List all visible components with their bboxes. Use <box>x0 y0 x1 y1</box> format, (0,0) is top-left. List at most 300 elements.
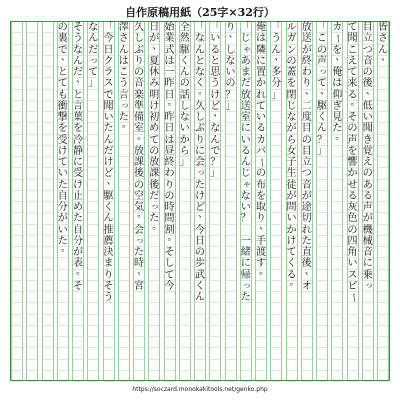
grid-char: 、 <box>304 265 315 277</box>
grid-char: は <box>256 33 266 45</box>
grid-char: 立 <box>301 157 312 168</box>
grid-cell <box>241 112 251 123</box>
grid-cell <box>58 225 68 236</box>
grid-char: 色 <box>347 213 358 225</box>
grid-cell <box>12 292 22 303</box>
grid-cell <box>378 270 388 281</box>
grid-char: が <box>301 190 312 202</box>
grid-cell <box>256 303 266 314</box>
manuscript-column <box>194 22 206 380</box>
manuscript-column <box>316 22 328 380</box>
grid-cell <box>58 135 68 146</box>
grid-char: る <box>286 269 297 281</box>
grid-cell <box>43 371 53 382</box>
grid-cell <box>348 135 358 146</box>
grid-cell <box>134 247 144 258</box>
grid-cell <box>241 315 251 326</box>
grid-char: わ <box>301 67 312 78</box>
grid-cell <box>27 202 37 213</box>
grid-cell <box>165 157 175 168</box>
grid-char: っ <box>151 201 160 212</box>
grid-char: 終 <box>164 157 175 168</box>
grid-cell <box>317 292 327 303</box>
grid-cell <box>287 213 297 224</box>
grid-char: 休 <box>149 67 160 78</box>
grid-cell <box>119 303 129 314</box>
grid-char: た <box>301 235 312 247</box>
grid-char: ど <box>210 100 221 112</box>
grid-cell <box>27 78 37 89</box>
grid-cell <box>363 315 373 326</box>
grid-cell <box>119 101 129 112</box>
grid-cell <box>241 371 251 382</box>
grid-cell <box>271 303 281 314</box>
grid-char: 一 <box>240 235 251 247</box>
grid-cell <box>241 281 251 292</box>
grid-cell <box>317 67 327 78</box>
grid-cell <box>271 236 281 247</box>
grid-cell <box>210 168 220 179</box>
grid-cell <box>241 101 251 112</box>
manuscript-column <box>72 22 84 380</box>
grid-cell <box>119 337 129 348</box>
grid-cell <box>195 101 205 112</box>
grid-char: 冷 <box>73 134 83 146</box>
grid-cell <box>348 360 358 371</box>
grid-cell <box>104 157 114 168</box>
grid-cell <box>287 56 297 67</box>
grid-char: 後 <box>149 179 160 191</box>
grid-char: た <box>73 213 83 225</box>
grid-cell <box>363 360 373 371</box>
grid-cell <box>302 326 312 337</box>
grid-char: 。 <box>350 96 361 108</box>
grid-cell <box>363 258 373 269</box>
grid-cell <box>348 168 358 179</box>
grid-cell <box>104 236 114 247</box>
grid-cell <box>165 315 175 326</box>
grid-cell <box>378 258 388 269</box>
grid-char: 子 <box>286 157 297 168</box>
grid-cell <box>43 281 53 292</box>
grid-cell <box>180 202 190 213</box>
grid-char: 皆 <box>378 22 388 33</box>
grid-cell <box>271 247 281 258</box>
grid-cell <box>73 191 83 202</box>
grid-char: な <box>195 67 205 78</box>
grid-char: 日 <box>164 89 175 101</box>
grid-cell <box>88 45 98 56</box>
grid-char: い <box>347 258 358 270</box>
grid-cell <box>378 22 388 33</box>
grid-cell <box>104 67 114 78</box>
grid-cell <box>104 326 114 337</box>
grid-cell <box>88 90 98 101</box>
grid-cell <box>241 56 251 67</box>
grid-cell <box>119 326 129 337</box>
grid-cell <box>271 112 281 123</box>
grid-cell <box>195 112 205 123</box>
grid-char: て <box>347 22 358 33</box>
grid-cell <box>149 123 159 134</box>
grid-cell <box>363 22 373 33</box>
grid-cell <box>195 225 205 236</box>
grid-cell <box>332 67 342 78</box>
grid-char: が <box>301 44 312 56</box>
grid-cell <box>43 247 53 258</box>
grid-cell <box>241 337 251 348</box>
grid-cell <box>241 270 251 281</box>
grid-char: 女 <box>286 145 297 157</box>
grid-cell <box>119 247 129 258</box>
grid-cell <box>271 213 281 224</box>
grid-char: 分 <box>73 235 83 247</box>
grid-char: が <box>149 33 160 45</box>
grid-cell <box>149 281 159 292</box>
grid-cell <box>12 202 22 213</box>
grid-cell <box>104 175 117 191</box>
grid-cell <box>12 135 22 146</box>
grid-cell <box>332 101 342 112</box>
grid-char: 準 <box>134 100 144 112</box>
grid-cell <box>27 270 37 281</box>
grid-cell <box>348 247 358 258</box>
grid-cell <box>287 168 297 179</box>
grid-char: は <box>164 55 175 67</box>
grid-cell <box>332 247 342 258</box>
grid-char: 終 <box>301 55 312 67</box>
grid-char: 。 <box>335 130 346 142</box>
grid-cell <box>195 33 205 44</box>
grid-cell <box>88 180 98 191</box>
grid-char: ま <box>103 258 114 270</box>
grid-char: 昨 <box>164 112 175 123</box>
grid-char: ？ <box>210 157 221 168</box>
grid-cell <box>317 315 327 326</box>
grid-cell <box>317 225 327 236</box>
grid-char: じ <box>240 33 251 45</box>
grid-char: し <box>179 100 190 112</box>
grid-cell <box>226 135 236 146</box>
grid-cell <box>287 360 297 371</box>
grid-cell <box>58 22 68 33</box>
grid-cell <box>378 371 388 382</box>
grid-cell <box>226 258 236 269</box>
grid-char: 布 <box>256 179 266 191</box>
grid-cell <box>332 236 342 247</box>
grid-cell <box>256 146 266 157</box>
grid-cell <box>287 90 297 101</box>
grid-cell <box>378 112 388 123</box>
grid-cell <box>27 56 37 67</box>
grid-cell <box>12 303 22 314</box>
grid-char: 俺 <box>256 22 266 33</box>
grid-cell <box>119 270 129 281</box>
grid-cell <box>271 270 281 281</box>
grid-cell <box>27 348 37 359</box>
manuscript-column <box>133 22 145 380</box>
grid-char: く <box>286 258 297 270</box>
grid-char: 澤 <box>118 22 129 33</box>
grid-char: は <box>164 134 175 146</box>
grid-char: 二 <box>301 100 312 112</box>
grid-char: し <box>195 112 205 123</box>
grid-cell <box>378 78 388 89</box>
grid-cell <box>165 348 175 359</box>
grid-char: け <box>103 157 114 168</box>
grid-cell <box>27 33 37 44</box>
grid-cell <box>302 281 312 292</box>
grid-cell <box>195 135 205 146</box>
grid-char: を <box>286 78 297 90</box>
grid-cell <box>165 337 175 348</box>
grid-cell <box>119 157 129 168</box>
grid-cell <box>241 258 251 269</box>
grid-char: ん <box>103 134 114 146</box>
grid-char: 日 <box>164 123 175 135</box>
grid-cell <box>149 56 159 67</box>
grid-char: で <box>103 89 114 101</box>
grid-char: が <box>57 213 68 225</box>
grid-char: 、 <box>228 29 239 41</box>
grid-char: ん <box>103 213 114 225</box>
grid-cell <box>134 348 144 359</box>
grid-cell <box>287 276 300 292</box>
grid-cell <box>241 90 251 101</box>
grid-cell <box>302 33 312 44</box>
grid-char: 受 <box>73 168 83 180</box>
grid-cell <box>378 67 388 78</box>
grid-cell <box>363 45 373 56</box>
grid-char: を <box>332 44 343 56</box>
grid-char: て <box>88 67 99 78</box>
grid-cell <box>256 90 266 101</box>
grid-char: な <box>179 112 190 123</box>
grid-cell <box>363 236 373 247</box>
manuscript-column <box>103 22 115 380</box>
grid-char: た <box>103 123 114 135</box>
grid-cell <box>302 112 312 123</box>
grid-char: し <box>134 33 144 45</box>
grid-char: ん <box>195 44 205 56</box>
grid-cell <box>271 157 281 168</box>
grid-char: ん <box>73 55 83 67</box>
grid-char: 聞 <box>103 100 114 112</box>
grid-cell <box>88 315 98 326</box>
grid-cell <box>317 101 327 112</box>
grid-cell <box>317 191 327 202</box>
grid-cell <box>27 225 37 236</box>
grid-char: 止 <box>73 190 83 202</box>
grid-cell <box>256 236 266 247</box>
grid-cell <box>149 90 159 101</box>
grid-char: 時 <box>164 202 175 213</box>
grid-char: し <box>164 258 175 270</box>
grid-cell <box>210 247 220 258</box>
grid-char: 立 <box>362 33 373 45</box>
manuscript-column <box>26 22 38 380</box>
grid-char: だ <box>73 67 83 78</box>
grid-cell <box>271 135 281 146</box>
grid-char: 送 <box>240 100 251 112</box>
grid-cell <box>119 348 129 359</box>
grid-char: の <box>134 179 144 191</box>
grid-cell <box>363 202 373 213</box>
grid-cell <box>378 326 388 337</box>
grid-cell <box>317 348 327 359</box>
grid-cell <box>348 56 358 67</box>
grid-cell <box>348 236 358 247</box>
grid-cell <box>149 101 159 112</box>
grid-cell <box>149 315 159 326</box>
grid-char: ん <box>240 157 251 168</box>
grid-cell <box>302 168 312 179</box>
grid-char: 言 <box>73 100 83 112</box>
grid-cell <box>287 191 297 202</box>
grid-cell <box>58 360 68 371</box>
grid-char: 初 <box>149 112 160 123</box>
grid-cell <box>332 371 342 382</box>
grid-char: 音 <box>301 179 312 191</box>
grid-cell <box>104 135 114 146</box>
grid-cell <box>180 101 190 112</box>
grid-cell <box>271 168 281 179</box>
grid-char: 久 <box>134 22 144 33</box>
manuscript-column <box>11 22 23 380</box>
grid-cell <box>317 236 327 247</box>
grid-cell <box>73 213 83 224</box>
grid-cell <box>210 45 220 56</box>
grid-cell <box>88 168 98 179</box>
grid-char: 低 <box>362 100 373 112</box>
grid-char: っ <box>135 235 145 245</box>
grid-cell <box>210 90 220 101</box>
grid-cell <box>180 281 190 292</box>
grid-char: 自 <box>57 190 68 202</box>
grid-char: り <box>256 213 266 225</box>
grid-cell <box>58 101 68 112</box>
grid-char: 式 <box>164 44 175 56</box>
grid-char: ？ <box>317 134 327 146</box>
grid-char: の <box>57 22 68 33</box>
grid-cell <box>226 303 236 314</box>
grid-cell <box>271 281 281 292</box>
grid-cell <box>317 85 330 101</box>
grid-cell <box>271 67 281 78</box>
grid-cell <box>195 315 205 326</box>
grid-cell <box>378 360 388 371</box>
grid-cell <box>165 123 175 134</box>
grid-char: 来 <box>347 78 358 90</box>
grid-char: 、 <box>152 40 163 52</box>
grid-char: 全 <box>179 22 190 33</box>
grid-cell <box>149 337 159 348</box>
grid-char: と <box>57 67 68 78</box>
grid-cell <box>241 123 251 134</box>
grid-char: り <box>195 134 205 146</box>
grid-cell <box>165 146 175 157</box>
grid-cell <box>58 51 71 67</box>
grid-cell <box>226 202 236 213</box>
grid-cell <box>348 67 358 78</box>
grid-cell <box>88 303 98 314</box>
grid-cell <box>363 281 373 292</box>
grid-cell <box>302 315 312 326</box>
grid-char: 取 <box>256 202 266 213</box>
grid-cell <box>119 180 129 191</box>
grid-cell <box>12 236 22 247</box>
grid-cell <box>12 123 22 134</box>
grid-char: 駆 <box>179 44 190 56</box>
grid-cell <box>271 146 281 157</box>
grid-cell <box>332 51 346 67</box>
grid-cell <box>149 326 159 337</box>
grid-char: 、 <box>320 85 330 97</box>
grid-cell <box>271 348 281 359</box>
grid-cell <box>302 180 312 191</box>
grid-char: た <box>149 213 160 225</box>
grid-cell <box>104 101 114 112</box>
grid-char: 、 <box>304 85 315 97</box>
grid-cell <box>180 360 190 371</box>
grid-cell <box>317 360 327 371</box>
grid-cell <box>88 213 98 224</box>
grid-cell <box>302 265 315 281</box>
grid-cell <box>332 348 342 359</box>
grid-char: つ <box>362 44 373 56</box>
grid-cell <box>27 258 37 269</box>
grid-cell <box>348 123 358 134</box>
grid-cell <box>165 303 175 314</box>
grid-char: の <box>362 67 373 78</box>
grid-cell <box>241 33 251 44</box>
grid-char: 」 <box>271 89 282 101</box>
grid-cell <box>27 315 37 326</box>
grid-char: が <box>362 213 373 225</box>
grid-cell <box>43 135 53 146</box>
grid-cell <box>210 258 220 269</box>
grid-char: の <box>256 168 266 180</box>
grid-cell <box>58 78 68 89</box>
grid-cell <box>348 337 358 348</box>
grid-char: 空 <box>134 190 144 202</box>
grid-char: く <box>195 78 205 90</box>
grid-cell <box>317 33 327 44</box>
grid-cell <box>226 371 236 382</box>
grid-cell <box>256 101 266 112</box>
grid-cell <box>317 45 327 56</box>
grid-cell <box>195 326 205 337</box>
grid-cell <box>27 360 37 371</box>
grid-cell <box>165 281 175 292</box>
grid-cell <box>58 348 68 359</box>
grid-cell <box>12 337 22 348</box>
grid-cell <box>332 258 342 269</box>
grid-char: い <box>57 224 68 236</box>
grid-char: る <box>240 145 251 157</box>
grid-cell <box>104 202 114 213</box>
grid-cell <box>104 213 114 224</box>
grid-cell <box>378 135 388 146</box>
grid-cell <box>317 56 327 67</box>
grid-char: 、 <box>213 108 224 119</box>
grid-cell <box>348 213 358 224</box>
grid-cell <box>134 281 144 292</box>
grid-cell <box>287 236 297 247</box>
grid-cell <box>302 123 312 134</box>
grid-cell <box>241 360 251 371</box>
grid-cell <box>119 236 129 247</box>
